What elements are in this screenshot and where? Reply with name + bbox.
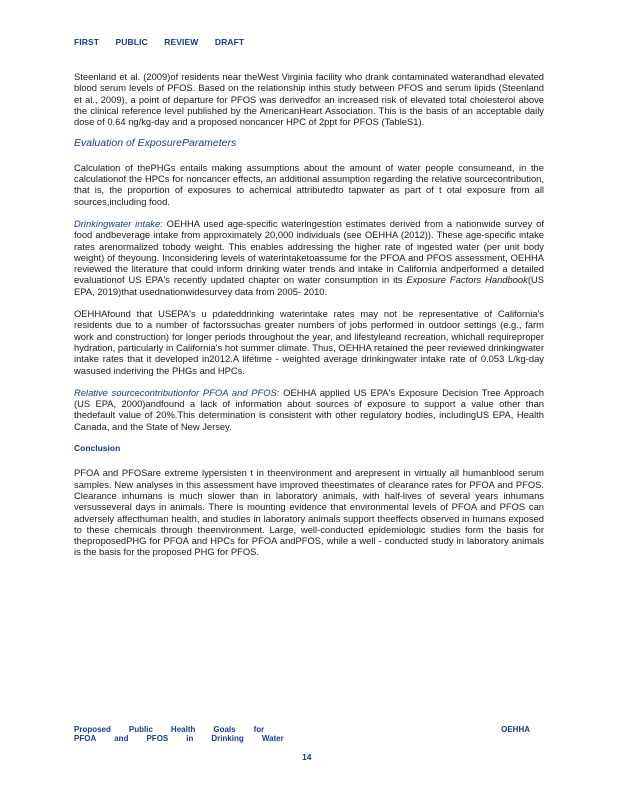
paragraph-steenland: Steenland et al. (2009)of residents near theWest Virginia facility who drank contaminated waterandhad elevated blood serum levels of PFOS. Based on the relationship inthis study between PFOS and serum lipids (Steenland et al., 2009), a point of departure for PFOS was derivedfor an increased risk of elevated total cholesterol above the clinical reference level published by the AmericanHeart Association. This is the basis of an acceptable daily dose of 0.64 ng/kg-day and a proposed noncancer HPC of 2ppt for PFOS (TableS1). (74, 71, 544, 128)
footer-word: in (186, 734, 194, 743)
handbook-title: Exposure Factors Handbook (406, 274, 528, 286)
footer-line (74, 734, 530, 743)
paragraph-calculation: Calculation of thePHGs entails making assumptions about the amount of water people consumeand, in the calculationof the HPCs for noncancer effects, an additional assumption regarding the relative sourcecontribution, that is, the proportion of exposures to achemical attributedto tapwater as part of t otal exposure from all sources,including food. (74, 161, 544, 207)
paragraph-drinking-water (74, 218, 544, 297)
paragraph-text: (US EPA, 2019)that usednationwidesurvey data from 2005- 2010. (74, 274, 544, 297)
footer-word: Health (170, 725, 196, 734)
header-word: PUBLIC (115, 37, 148, 47)
footer-word: Water (261, 734, 284, 743)
paragraph-conclusion: PFOA and PFOSare extreme lypersisten t in theenvironment and arepresent in virtually all humanblood serum samples. New analyses in this assessment have improved theestimates of clearance rates for PFOA and PFOS. Clearance inhumans is much slower than in laboratory animals, with half-lives of several years inhumans versusseveral days in animals. There is mounting evidence that environmental levels of PFOA and PFOS can adversely affecthuman health, and studies in laboratory animals support theeffects observed in humans exposed to these chemicals through theenvironment. Large, well-conducted epidemiologic studies form the basis for theproposedPHG for PFOA and HPCs for PFOA andPFOS, while a well - conducted study in laboratory animals is the basis for the proposed PHG for PFOS. (74, 467, 544, 558)
footer-word: Proposed (74, 725, 111, 734)
paragraph-text: OEHHA applied US EPA's Exposure Decision Tree Approach (US EPA, 2000)andfound a lack of information about sources of exposure to support a value other than thedefault value of 20%.This determination is consistent with other regulatory bodies, includingUS EPA, Health Canada, and the State of New Jersey. (74, 386, 544, 432)
header-word: REVIEW (164, 37, 199, 47)
footer-word: Goals (213, 725, 236, 734)
header-word: FIRST (74, 37, 100, 47)
footer-word: and (114, 734, 129, 743)
header-word: DRAFT (214, 37, 245, 47)
footer-word: for (253, 725, 265, 734)
footer-word: Drinking (211, 734, 244, 743)
paragraph-lead: Drinkingwater intake: (74, 217, 163, 229)
footer-word: PFOA (74, 734, 97, 743)
footer-word: Public (128, 725, 153, 734)
conclusion-heading: Conclusion (74, 443, 121, 454)
section-subheading: Evaluation of ExposureParameters (74, 137, 237, 150)
page-number: 14 (302, 752, 312, 762)
paragraph-relative-source (74, 387, 544, 432)
paragraph-oehha-found: OEHHAfound that USEPA's u pdateddrinking waterintake rates may not be representative of California's residents due to a number of factorssuchas greater numbers of jobs performed in outdoor settings (e.g., farm work and construction) for longer periods throughout the year, and lifestyleand recreation, whichall requireproper hydration, particularly in California's hot summer climate. Thus, OEHHA retained the peer reviewed drinkingwater intake rates that it developed in2012.A lifetime - weighted average drinkingwater intake rate of 0.053 L/kg-day wasused inderiving the PHGs and HPCs. (74, 308, 544, 376)
draft-header (74, 37, 258, 47)
page-footer (74, 725, 530, 743)
footer-word: PFOS (146, 734, 169, 743)
paragraph-text: OEHHA used age-specific wateringestion estimates derived from a nationwide survey of food andbeverage intake from approximately 20,000 individuals (see OEHHA (2012)). These age-specific intake rates arenormalized tobody weight. This enables addressing the higher rate of ingested water (per unit body weight) of theyoung. Inconsidering levels of waterintaketoassume for the PFOA and PFOS assessment, OEHHA reviewed the literature that could inform drinking water trends and intake in California andperformed a detailed evaluationof US EPA's recently updated chapter on water consumption in its (74, 217, 544, 286)
paragraph-lead: Relative sourcecontributionfor PFOA and PFOS: (74, 386, 280, 398)
document-body (74, 71, 544, 569)
footer-line (74, 725, 530, 734)
footer-agency: OEHHA (501, 725, 530, 734)
